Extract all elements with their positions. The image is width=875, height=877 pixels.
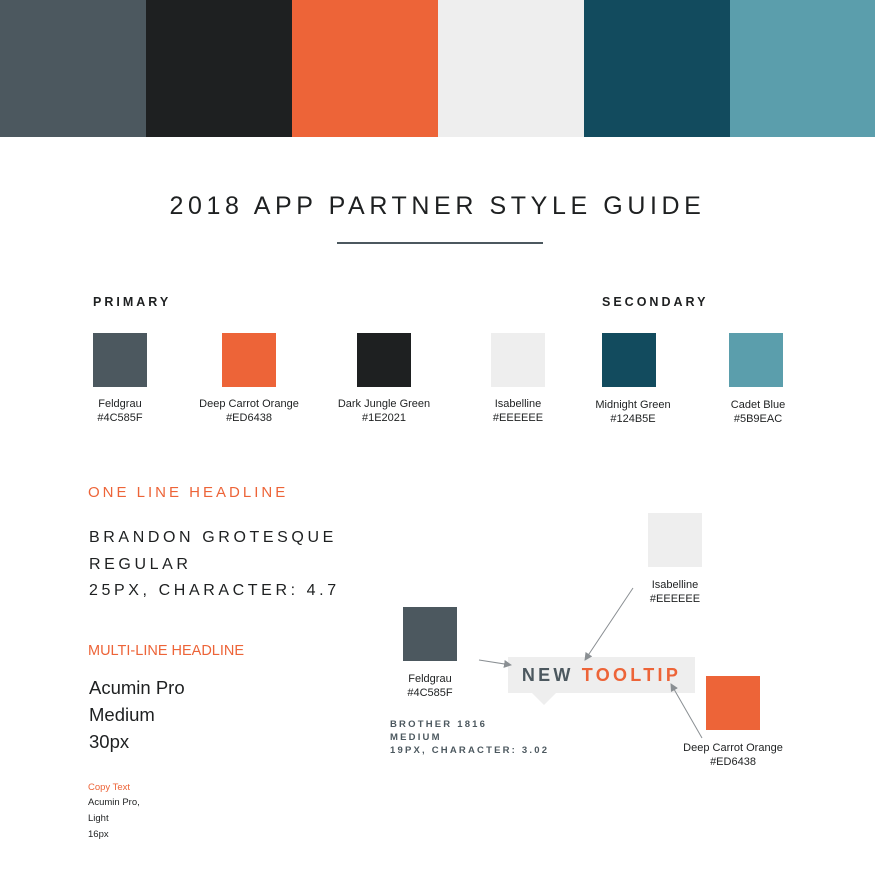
tooltip-word-tooltip: TOOLTIP xyxy=(581,664,682,685)
swatch-name: Isabelline xyxy=(494,398,542,410)
swatch-hex: #124B5E xyxy=(610,413,656,425)
primary-label: PRIMARY xyxy=(93,295,172,309)
arrow-orange xyxy=(671,684,702,738)
copy-spec-line-3: 16px xyxy=(88,829,109,840)
acumin-spec-line-1: Acumin Pro xyxy=(89,677,185,698)
swatch-hex: #1E2021 xyxy=(361,412,407,424)
arrow-isabelline xyxy=(585,588,633,660)
copy-spec-line-1: Acumin Pro, xyxy=(88,797,140,808)
multi-line-headline: MULTI-LINE HEADLINE xyxy=(88,643,245,659)
swatch-hex: #5B9EAC xyxy=(733,413,783,425)
demo-hex: #ED6438 xyxy=(710,756,756,768)
arrow-feldgrau xyxy=(479,660,511,665)
one-line-headline: ONE LINE HEADLINE xyxy=(88,484,289,501)
brother-spec-line-1: BROTHER 1816 xyxy=(390,719,488,730)
demo-name: Feldgrau xyxy=(408,673,452,685)
page-title: 2018 APP PARTNER STYLE GUIDE xyxy=(169,192,706,220)
swatch-name: Dark Jungle Green xyxy=(337,398,431,410)
swatch-name: Feldgrau xyxy=(98,398,142,410)
swatch-hex: #4C585F xyxy=(97,412,143,424)
copy-text-label: Copy Text xyxy=(88,782,131,793)
tooltip-word-new: NEW xyxy=(521,664,574,685)
swatch-hex: #ED6438 xyxy=(226,412,272,424)
secondary-label: SECONDARY xyxy=(602,295,709,309)
demo-name: Isabelline xyxy=(651,579,699,591)
acumin-spec-line-3: 30px xyxy=(89,731,130,752)
demo-hex: #4C585F xyxy=(407,687,453,699)
acumin-spec-line-2: Medium xyxy=(89,704,155,725)
swatch-name: Deep Carrot Orange xyxy=(199,398,299,410)
swatch-name: Midnight Green xyxy=(595,399,671,411)
brandon-spec-line-3: 25PX, CHARACTER: 4.7 xyxy=(89,582,340,599)
brandon-spec-line-2: REGULAR xyxy=(89,556,192,573)
copy-spec-line-2: Light xyxy=(88,813,109,824)
demo-hex: #EEEEEE xyxy=(649,593,701,605)
brother-spec-line-2: MEDIUM xyxy=(390,732,442,743)
demo-name: Deep Carrot Orange xyxy=(683,742,783,754)
swatch-hex: #EEEEEE xyxy=(492,412,544,424)
brother-spec-line-3: 19PX, CHARACTER: 3.02 xyxy=(390,745,550,756)
swatch-name: Cadet Blue xyxy=(730,399,786,411)
brandon-spec-line-1: BRANDON GROTESQUE xyxy=(89,529,337,546)
